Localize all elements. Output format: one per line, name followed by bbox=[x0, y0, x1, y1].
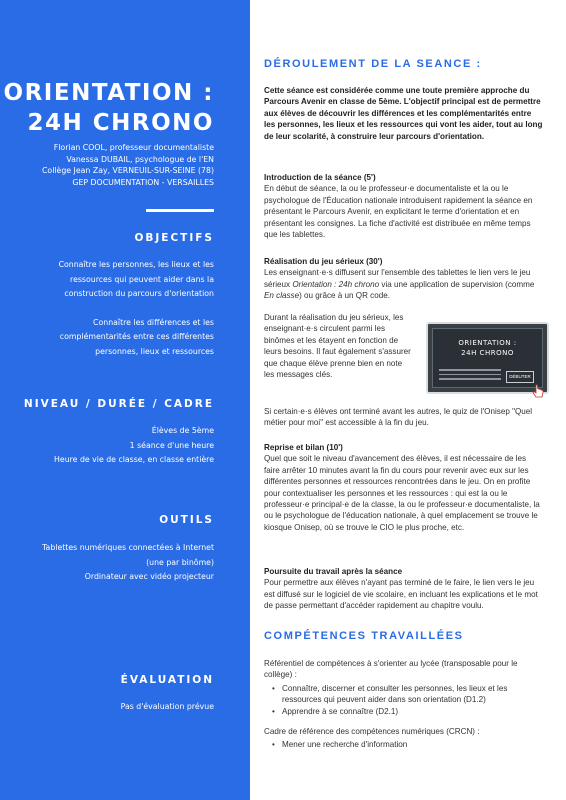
list-item: • Apprendre à se connaître (D2.1) bbox=[264, 706, 544, 717]
author-line: Collège Jean Zay, VERNEUIL-SUR-SEINE (78) bbox=[41, 166, 214, 175]
objectif-line: complémentarités entre ces différentes bbox=[59, 332, 214, 341]
game-screenshot bbox=[426, 322, 549, 394]
author-line: Florian COOL, professeur documentaliste bbox=[53, 143, 214, 152]
divider bbox=[146, 209, 214, 212]
section-text: En début de séance, la ou le professeur·e documentaliste et la ou le psychologue de l'Éducation nationale introduisent rapidement la séance en présentant le Parcours Avenir, en explicitant le terme d'orientation et en présentant les consignes. La fiche d'activité est distribuée en même temps que les tablettes. bbox=[264, 184, 533, 240]
referentiel-list bbox=[264, 683, 544, 717]
competences-section bbox=[264, 658, 544, 751]
objectif-line: Connaître les différences et les bbox=[93, 317, 214, 327]
objectifs-text bbox=[24, 258, 214, 359]
outils-heading: OUTILS bbox=[159, 514, 214, 526]
referentiel-title: Référentiel de compétences à s'orienter au lycée (transposable pour le collège) : bbox=[264, 659, 518, 680]
objectif-line: construction du parcours d'orientation bbox=[64, 289, 214, 298]
section-title: Poursuite du travail après la séance bbox=[264, 567, 403, 576]
section-title: Introduction de la séance (5') bbox=[264, 173, 376, 182]
niveau-line: 1 séance d'une heure bbox=[129, 440, 214, 450]
objectif-line: ressources qui peuvent aider dans la bbox=[70, 274, 214, 284]
intro-paragraph: Cette séance est considérée comme une toute première approche du Parcours Avenir en classe de 5ème. L'objectif principal est de permettre aux élèves de découvrir les différences et les complémentarités entre les personnes, les lieux et les ressources qui vont les aider, tout au long de leur scolarité, à construire leur parcours d'orientation. bbox=[264, 86, 543, 141]
realisation-section bbox=[264, 256, 544, 302]
author-line: Vanessa DUBAIL, psychologue de l'EN bbox=[66, 154, 214, 164]
section-title: Réalisation du jeu sérieux (30') bbox=[264, 257, 383, 266]
start-button: DÉBUTER bbox=[506, 371, 534, 383]
hand-pointer-icon bbox=[531, 384, 545, 400]
text-run: via une application de supervision (comme bbox=[379, 279, 535, 289]
game-text-lines bbox=[439, 369, 501, 383]
text-run: ) ou grâce à un QR code. bbox=[299, 291, 390, 301]
list-item: • Connaître, discerner et consulter les personnes, les lieux et les ressources qui peuvent aider dans son orientation (D1.2) bbox=[264, 683, 544, 706]
game-screen bbox=[432, 328, 543, 388]
crcn-list bbox=[264, 739, 544, 750]
author-line: GEP DOCUMENTATION - VERSAILLES bbox=[72, 177, 214, 187]
niveau-line: Heure de vie de classe, en classe entière bbox=[54, 455, 214, 464]
poursuite-section bbox=[264, 566, 544, 612]
outils-line: Ordinateur avec vidéo projecteur bbox=[84, 572, 214, 581]
section-text: Pour permettre aux élèves n'ayant pas terminé de le faire, le lien vers le jeu est diffusé sur le logiciel de vie scolaire, en incluant les explications et le mot de passe permettant d'accéder rapidement au chapitre voulu. bbox=[264, 578, 538, 611]
deroulement-heading: DÉROULEMENT DE LA SEANCE : bbox=[264, 58, 482, 70]
competences-heading: COMPÉTENCES TRAVAILLÉES bbox=[264, 630, 464, 642]
crcn-title: Cadre de référence des compétences numériques (CRCN) : bbox=[264, 727, 480, 737]
title-line-1: ORIENTATION : bbox=[3, 80, 214, 106]
evaluation-heading: ÉVALUATION bbox=[120, 674, 214, 686]
game-title-line: ORIENTATION : bbox=[458, 339, 517, 347]
objectif-line: personnes, lieux et ressources bbox=[95, 346, 214, 356]
objectif-line: Connaître les personnes, les lieux et les bbox=[58, 260, 214, 269]
realisation-text-3: Si certain·e·s élèves ont terminé avant les autres, le quiz de l'Onisep "Quel métier pour moi" est accessible à la fin du jeu. bbox=[264, 407, 533, 428]
evaluation-line: Pas d'évaluation prévue bbox=[120, 702, 214, 711]
reprise-section bbox=[264, 442, 544, 533]
authors bbox=[0, 142, 214, 188]
outils-line: (une par binôme) bbox=[146, 557, 214, 567]
sidebar bbox=[0, 0, 250, 800]
title-line-2: 24H CHRONO bbox=[27, 110, 214, 136]
realisation-text-2: Durant la réalisation du jeu sérieux, les enseignant·e·s circulent parmi les binômes et les étayent en fonction de leurs besoins. Il faut également s'assurer que chaque élève prenne bien en note les messages clés. bbox=[264, 313, 411, 380]
niveau-line: Élèves de 5ème bbox=[151, 426, 214, 435]
outils-line: Tablettes numériques connectées à Internet bbox=[42, 543, 214, 552]
section-text bbox=[264, 267, 544, 301]
section-title: Reprise et bilan (10') bbox=[264, 443, 343, 452]
section-text: Quel que soit le niveau d'avancement des élèves, il est nécessaire de les faire arrêter 10 minutes avant la fin du cours pour revenir avec eux sur les différentes personnes et ressources rencontrées dans le jeu. On en profite pour contextualiser les personnes et les ressources : qui est la ou le professeur·e principal·e de la classe, la ou le professeur·e documentaliste, la ou le psychologue de l'éducation nationale, à quel emplacement se trouve le kiosque Onisep, où se trouve le CIO le plus proche, etc. bbox=[264, 454, 540, 532]
game-name: Orientation : 24h chrono bbox=[292, 279, 380, 289]
page-title bbox=[4, 78, 214, 138]
niveau-heading: NIVEAU / DURÉE / CADRE bbox=[23, 398, 214, 410]
app-name: En classe bbox=[264, 291, 300, 301]
list-item: • Mener une recherche d'information bbox=[264, 739, 544, 750]
game-title-line: 24H CHRONO bbox=[461, 349, 514, 357]
niveau-text bbox=[24, 424, 214, 468]
text-run: Les enseignant·e·s diffusent sur l'ensemble des tablettes le lien vers le jeu sérieux bbox=[264, 268, 531, 289]
main-content bbox=[264, 0, 546, 800]
outils-text bbox=[24, 541, 214, 585]
introduction-section bbox=[264, 172, 544, 240]
game-title bbox=[433, 338, 542, 358]
evaluation-text bbox=[24, 700, 214, 715]
objectifs-heading: OBJECTIFS bbox=[134, 232, 214, 244]
